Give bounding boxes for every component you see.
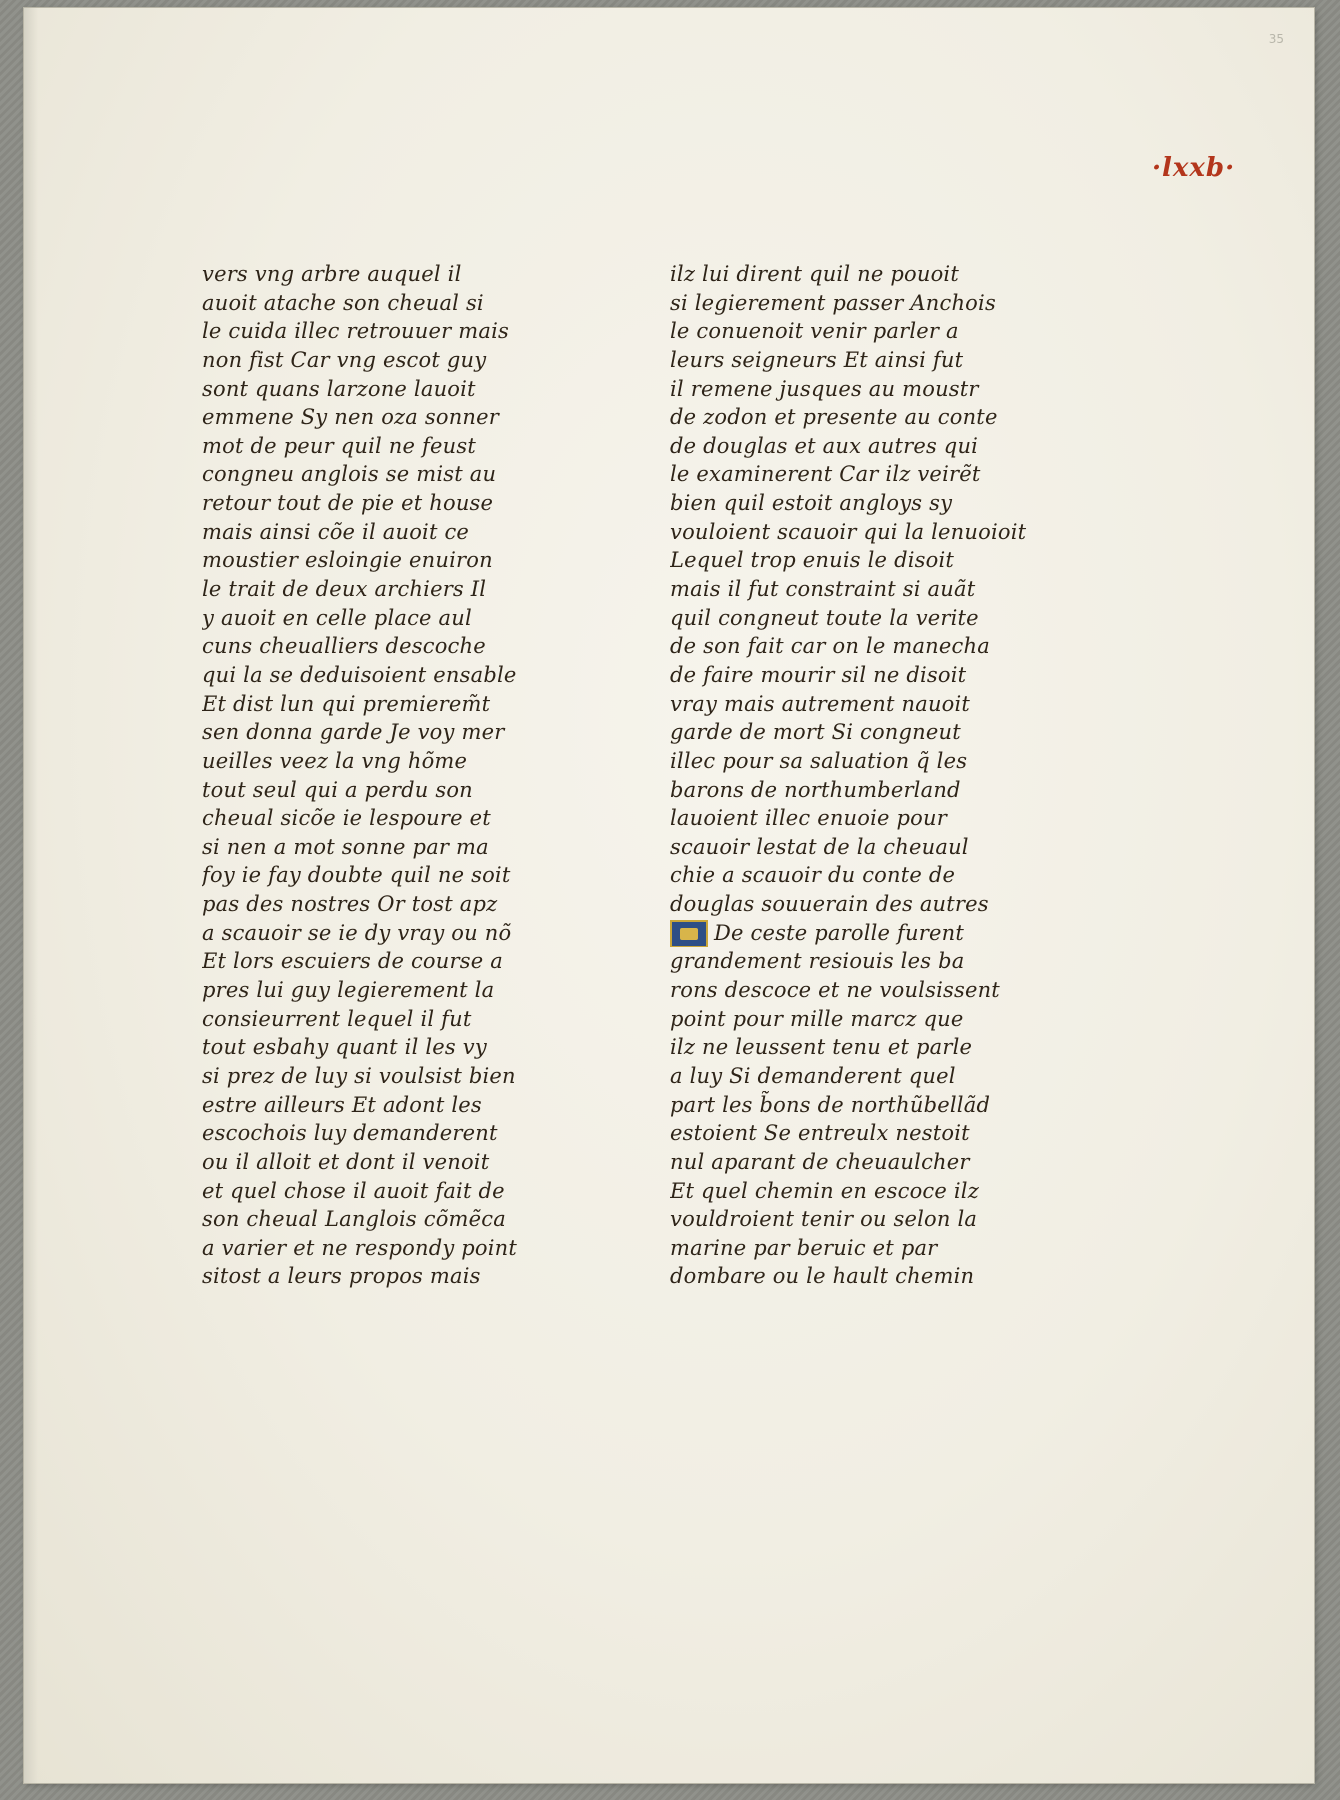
text-line: si legierement passer Anchois xyxy=(670,290,996,315)
right-text-column xyxy=(670,260,1070,1291)
left-text-column xyxy=(202,260,602,1291)
text-line: cuns cheualliers descoche xyxy=(202,634,486,659)
text-line: Et lors escuiers de course a xyxy=(202,947,602,976)
text-line: son cheual Langlois cõmẽca xyxy=(202,1207,506,1232)
text-line: si nen a mot sonne par ma xyxy=(202,834,489,859)
text-line: il remene jusques au moustr xyxy=(670,376,979,401)
text-line: le conuenoit venir parler a xyxy=(670,319,959,344)
text-line: et quel chose il auoit fait de xyxy=(202,1178,505,1203)
text-line: grandement resiouis les ba xyxy=(670,949,965,974)
text-line: pas des nostres Or tost apz xyxy=(202,892,498,917)
manuscript-page xyxy=(24,8,1314,1783)
text-line: retour tout de pie et house xyxy=(202,491,494,516)
text-line: scauoir lestat de la cheuaul xyxy=(670,834,969,859)
text-line: de son fait car on le manecha xyxy=(670,634,990,659)
text-line: Et quel chemin en escoce ilz xyxy=(670,1177,1070,1206)
text-line: illec pour sa saluation q̃ les xyxy=(670,748,968,773)
text-line: Et dist lun qui premierem̃t xyxy=(202,690,602,719)
text-line: vouloient scauoir qui la lenuoioit xyxy=(670,519,1027,544)
text-line: mot de peur quil ne feust xyxy=(202,433,476,458)
text-line: le cuida illec retrouuer mais xyxy=(202,319,509,344)
text-line xyxy=(670,919,1070,948)
text-line: sen donna garde Je voy mer xyxy=(202,720,505,745)
text-line: barons de northumberland xyxy=(670,777,961,802)
text-line: a luy Si demanderent quel xyxy=(670,1063,956,1088)
text-line: si prez de luy si voulsist bien xyxy=(202,1063,516,1088)
text-line: garde de mort Si congneut xyxy=(670,720,961,745)
text-line: le examinerent Car ilz veirẽt xyxy=(670,462,981,487)
text-line: vers vng arbre auquel il xyxy=(202,262,462,286)
text-line: sitost a leurs propos mais xyxy=(202,1264,481,1289)
text-line: emmene Sy nen oza sonner xyxy=(202,405,500,430)
text-line: marine par beruic et par xyxy=(670,1235,938,1260)
text-line: Lequel trop enuis le disoit xyxy=(670,548,954,573)
text-line: vray mais autrement nauoit xyxy=(670,691,971,716)
text-line: a scauoir se ie dy vray ou nõ xyxy=(202,920,512,945)
rubric-folio-number: ·lxxb· xyxy=(1152,153,1236,183)
text-line: leurs seigneurs Et ainsi fut xyxy=(670,347,964,372)
text-line: lauoient illec enuoie pour xyxy=(670,806,947,831)
text-line: vouldroient tenir ou selon la xyxy=(670,1207,978,1232)
text-line: douglas souuerain des autres xyxy=(670,892,989,917)
text-line: bien quil estoit angloys sy xyxy=(670,491,953,516)
text-line: quil congneut toute la verite xyxy=(670,605,979,630)
page-gutter xyxy=(24,8,38,1783)
text-line: escochois luy demanderent xyxy=(202,1121,498,1146)
text-line: ueilles veez la vng hõme xyxy=(202,748,468,773)
text-line: part les b̃ons de northũbellãd xyxy=(670,1092,991,1117)
illuminated-initial-icon xyxy=(670,920,708,947)
text-line: tout esbahy quant il les vy xyxy=(202,1035,487,1060)
text-line: de douglas et aux autres qui xyxy=(670,433,979,458)
text-line: tout seul qui a perdu son xyxy=(202,776,602,805)
text-line: moustier esloingie enuiron xyxy=(202,548,493,573)
text-line: chie a scauoir du conte de xyxy=(670,863,956,888)
text-line: de zodon et presente au conte xyxy=(670,405,998,430)
text-line: point pour mille marcz que xyxy=(670,1006,964,1031)
pencil-folio-number: 35 xyxy=(1268,32,1284,46)
text-line: mais il fut constraint si auãt xyxy=(670,577,976,602)
text-line: de faire mourir sil ne disoit xyxy=(670,662,967,687)
text-line: nul aparant de cheuaulcher xyxy=(670,1149,970,1174)
text-line: dombare ou le hault chemin xyxy=(670,1264,975,1289)
text-line: cheual sicõe ie lespoure et xyxy=(202,806,491,831)
text-line-content: De ceste parolle furent xyxy=(714,920,964,945)
text-line: non fist Car vng escot guy xyxy=(202,347,487,372)
text-line: congneu anglois se mist au xyxy=(202,462,497,487)
text-line: mais ainsi cõe il auoit ce xyxy=(202,519,470,544)
text-line: sont quans larzone lauoit xyxy=(202,376,476,401)
text-line: estre ailleurs Et adont les xyxy=(202,1092,482,1117)
text-line: le trait de deux archiers Il xyxy=(202,577,487,602)
text-line: ilz ne leussent tenu et parle xyxy=(670,1035,973,1060)
text-line: pres lui guy legierement la xyxy=(202,978,495,1003)
text-line: ilz lui dirent quil ne pouoit xyxy=(670,262,959,286)
text-line: qui la se deduisoient ensable xyxy=(202,662,517,687)
text-line: estoient Se entreulx nestoit xyxy=(670,1121,970,1146)
text-line: y auoit en celle place aul xyxy=(202,605,472,630)
text-line: consieurrent lequel il fut xyxy=(202,1006,472,1031)
text-line: foy ie fay doubte quil ne soit xyxy=(202,863,511,888)
text-line: auoit atache son cheual si xyxy=(202,290,484,315)
text-line: a varier et ne respondy point xyxy=(202,1235,518,1260)
text-line: rons descoce et ne voulsissent xyxy=(670,978,1000,1003)
text-line: ou il alloit et dont il venoit xyxy=(202,1149,490,1174)
